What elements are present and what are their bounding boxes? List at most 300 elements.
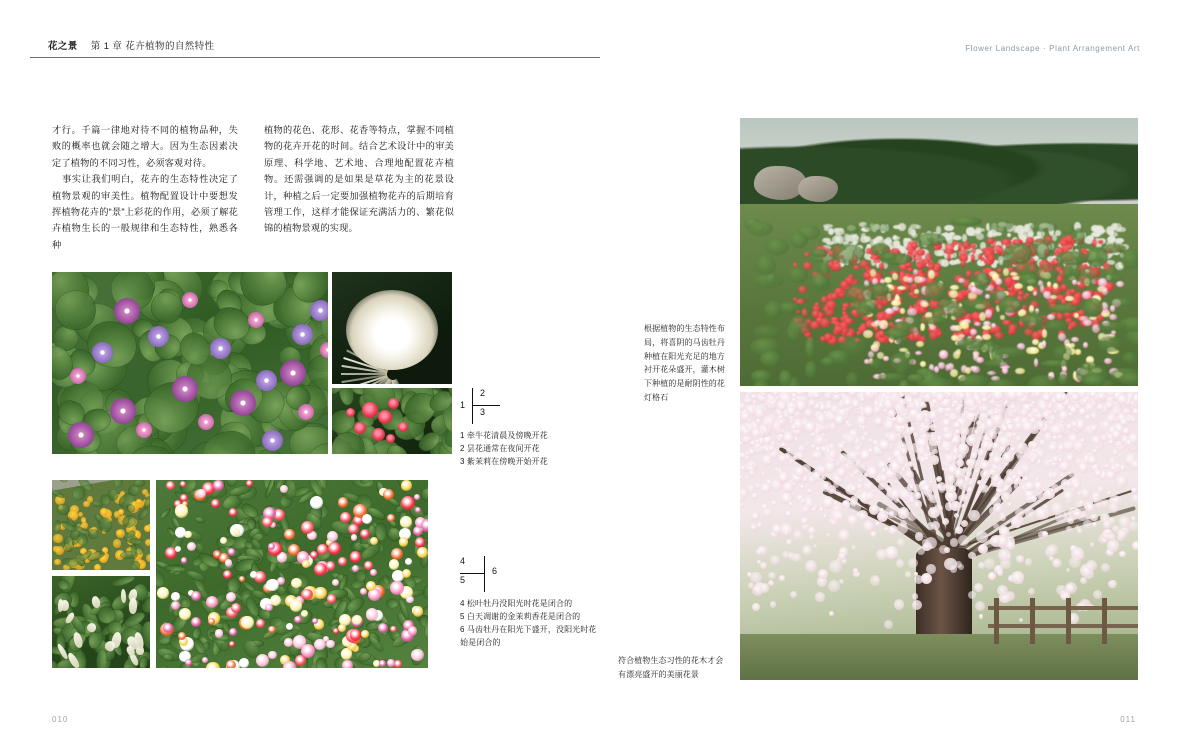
cherry-blossom <box>1042 531 1048 537</box>
cherry-blossom <box>1096 485 1105 494</box>
cherry-blossom <box>1072 481 1081 490</box>
cherry-blossom <box>1050 424 1062 436</box>
cherry-blossom <box>897 538 906 547</box>
foliage-clump <box>819 261 830 277</box>
portulaca-flower <box>226 592 236 602</box>
foliage-clump <box>1119 373 1138 385</box>
four-oclock-flower <box>388 398 399 409</box>
cherry-blossom <box>870 575 881 586</box>
cherry-blossom <box>992 392 1004 401</box>
foliage-clump <box>1062 266 1073 279</box>
foliage-clump <box>996 347 1027 358</box>
yellow-flower-mass <box>953 351 960 359</box>
cherry-blossom <box>988 430 997 439</box>
red-flower-mass <box>971 254 975 262</box>
cherry-blossom <box>762 507 773 518</box>
portulaca-flower <box>197 489 206 498</box>
yellow-flower-mass <box>1050 295 1056 299</box>
cherry-blossom <box>1016 555 1023 562</box>
cherry-blossom <box>823 514 827 518</box>
cherry-blossom <box>1092 448 1098 454</box>
red-flower-mass <box>997 268 1002 273</box>
morning-glory-flower <box>310 300 328 321</box>
cherry-blossom <box>815 592 825 602</box>
cherry-blossom <box>924 456 930 462</box>
portulaca-flower <box>366 608 379 621</box>
foliage-clump <box>1003 243 1032 264</box>
cherry-blossom <box>982 485 988 491</box>
cherry-blossom <box>954 513 959 518</box>
cherry-blossom <box>812 450 823 461</box>
portulaca-flower <box>364 561 373 570</box>
white-bud <box>60 600 69 611</box>
yellow-flower-mass <box>897 286 907 290</box>
cherry-blossom <box>918 427 926 435</box>
cherry-blossom <box>1069 556 1081 568</box>
portulaca-flower <box>268 651 277 660</box>
pink-flower-mass <box>945 364 950 371</box>
portulaca-flower <box>283 661 296 668</box>
four-oclock-flower <box>398 422 408 432</box>
cherry-blossom <box>834 414 845 425</box>
pink-flower-mass <box>1062 366 1067 373</box>
cherry-blossom <box>1108 580 1116 588</box>
foliage-clump <box>1053 345 1071 361</box>
foliage-clump <box>1098 322 1127 331</box>
portulaca-flower <box>291 578 301 588</box>
portulaca-flower <box>317 544 328 555</box>
cherry-blossom <box>897 523 908 534</box>
yellow-flower <box>146 554 150 563</box>
cherry-blossom <box>821 481 832 492</box>
portulaca-flower <box>202 657 208 663</box>
fence-rail <box>988 606 1138 610</box>
yellow-flower-mass <box>870 269 876 277</box>
yellow-flower-mass <box>1053 283 1059 289</box>
morning-glory-flower <box>136 422 152 438</box>
caption-flower-bed <box>644 322 730 405</box>
foliage-clump <box>938 299 955 312</box>
cherry-blossom <box>1128 521 1138 532</box>
cherry-blossom <box>846 456 855 465</box>
caption-line: 符合植物生态习性的花木才会有漂亮盛开的美丽花景 <box>618 656 724 679</box>
cherry-blossom <box>814 393 819 398</box>
cherry-blossom <box>1035 477 1040 482</box>
cherry-blossom <box>826 413 830 417</box>
portulaca-flower <box>401 480 412 491</box>
cherry-blossom <box>1025 558 1032 565</box>
pink-flower-mass <box>970 329 976 334</box>
caption-upper-group <box>460 430 592 469</box>
cherry-blossom <box>984 418 995 429</box>
foliage-clump <box>984 340 995 354</box>
cherry-blossom <box>1108 502 1119 513</box>
photo-portulaca-bed <box>156 480 428 668</box>
portulaca-flower <box>401 496 415 510</box>
cherry-blossom <box>816 414 826 424</box>
cherry-blossom <box>1065 453 1074 462</box>
cherry-blossom <box>1067 517 1074 524</box>
morning-glory-flower <box>262 430 283 451</box>
cherry-blossom <box>1108 439 1114 445</box>
cherry-blossom <box>968 591 976 599</box>
yellow-flower-mass <box>928 270 935 278</box>
yellow-flower-mass <box>1074 313 1078 319</box>
portulaca-flower <box>181 557 188 564</box>
caption-line: 2 昙花通常在夜间开花 <box>460 443 540 453</box>
white-flower-mass <box>1117 227 1126 232</box>
portulaca-flower <box>310 496 323 509</box>
red-flower-mass <box>1057 275 1062 284</box>
morning-glory-flower <box>256 370 277 391</box>
figure-number: 2 <box>480 388 486 398</box>
cereus-flower <box>346 290 438 370</box>
book-title: 花之景 <box>48 41 78 52</box>
cherry-blossom <box>752 603 760 611</box>
foliage-clump <box>998 297 1023 312</box>
cherry-blossom <box>857 478 863 484</box>
yellow-flower-mass <box>1029 347 1039 354</box>
caption-line: 3 紫茉莉在傍晚开始开花 <box>460 456 548 466</box>
portulaca-flower <box>379 660 386 667</box>
cherry-blossom <box>984 558 995 569</box>
portulaca-flower <box>326 640 334 648</box>
cherry-blossom <box>756 549 762 555</box>
yellow-flower-mass <box>950 369 958 377</box>
fence-post <box>1102 598 1107 644</box>
divider <box>472 405 500 406</box>
cherry-blossom <box>851 399 860 408</box>
foliage-clump <box>1120 249 1138 270</box>
white-flower-mass <box>1107 236 1116 243</box>
portulaca-flower <box>175 546 181 552</box>
foliage-clump <box>1030 222 1058 232</box>
cherry-blossom <box>747 572 752 577</box>
portulaca-flower <box>302 560 310 568</box>
cherry-blossom <box>761 454 773 466</box>
cherry-blossom <box>839 579 844 584</box>
white-flower-mass <box>910 224 919 229</box>
cherry-blossom <box>752 585 763 596</box>
portulaca-flower <box>314 587 326 599</box>
divider <box>460 573 484 574</box>
portulaca-flower <box>352 565 359 572</box>
caption-line: 根据植物的生态特性布局，将喜阴的马齿牡丹种植在阳光充足的地方衬开花朵盛开，灌木树下种植的是耐阴性的花灯格石 <box>644 324 725 402</box>
portulaca-flower <box>268 543 275 550</box>
cherry-blossom <box>761 472 766 477</box>
cherry-blossom <box>771 500 777 506</box>
leaf <box>130 544 136 556</box>
yellow-flower <box>53 534 63 544</box>
red-flower-mass <box>804 252 811 257</box>
foliage-clump <box>983 360 1007 367</box>
cherry-blossom <box>805 560 817 572</box>
cherry-blossom <box>794 437 798 441</box>
cherry-blossom <box>1071 393 1079 401</box>
cherry-blossom <box>762 415 775 428</box>
red-flower-mass <box>879 330 884 338</box>
morning-glory-flower <box>68 422 94 448</box>
morning-glory-flower <box>70 368 86 384</box>
morning-glory-flower <box>198 414 214 430</box>
portulaca-flower <box>421 519 428 532</box>
portulaca-flower <box>370 569 377 576</box>
cherry-blossom <box>845 407 851 413</box>
cherry-blossom <box>1111 430 1121 440</box>
red-flower-mass <box>812 310 820 318</box>
fence-rail <box>988 624 1138 628</box>
portulaca-flower <box>370 537 378 545</box>
foliage-clump <box>832 244 864 264</box>
cherry-blossom <box>1094 469 1102 477</box>
portulaca-flower <box>262 517 273 528</box>
cherry-blossom <box>818 569 828 579</box>
foliage-clump <box>760 351 781 367</box>
portulaca-flower <box>399 537 408 546</box>
portulaca-flower <box>250 571 257 578</box>
red-flower-mass <box>987 238 994 245</box>
cherry-blossom <box>895 454 906 465</box>
portulaca-flower <box>187 542 196 551</box>
running-head-left <box>48 38 214 52</box>
cherry-blossom <box>991 473 1001 483</box>
pink-flower-mass <box>917 277 925 281</box>
pink-flower-mass <box>864 359 870 364</box>
figure-number: 4 <box>460 556 466 566</box>
four-oclock-flower <box>386 434 395 443</box>
cherry-blossom <box>1023 476 1029 482</box>
divider <box>472 388 473 424</box>
foliage-clump <box>764 301 782 319</box>
body-column-right <box>264 122 454 237</box>
cherry-blossom <box>1093 496 1099 502</box>
cherry-blossom <box>1012 432 1017 437</box>
yellow-flower <box>100 508 108 516</box>
foliage-clump <box>1035 264 1057 282</box>
foliage-clump <box>1022 311 1047 331</box>
cherry-blossom <box>869 504 880 515</box>
yellow-flower <box>83 501 89 507</box>
portulaca-flower <box>171 592 180 601</box>
cherry-blossom <box>898 507 910 519</box>
cherry-blossom <box>1010 403 1017 410</box>
morning-glory-flower <box>114 298 140 324</box>
red-flower-mass <box>908 249 913 255</box>
cherry-blossom <box>1090 514 1098 522</box>
cherry-blossom <box>863 520 874 531</box>
yellow-flower-mass <box>950 285 959 290</box>
morning-glory-flower <box>298 404 314 420</box>
red-flower-mass <box>1070 289 1076 293</box>
portulaca-flower <box>338 497 349 508</box>
paragraph: 事实让我们明白，花卉的生态特性决定了植物景观的审美性。植物配置设计中要想发挥植物花卉的“景”上彩花的作用，必须了解花卉植物生长的一般规律和生态特性，熟悉各种 <box>52 174 238 250</box>
four-oclock-flower <box>372 428 385 441</box>
cherry-blossom <box>838 552 846 560</box>
cherry-blossom <box>961 520 968 527</box>
cherry-blossom <box>808 402 813 407</box>
figure-number: 6 <box>492 566 498 576</box>
foliage-clump <box>805 338 816 358</box>
fence-post <box>994 598 999 644</box>
portulaca-flower <box>366 581 376 591</box>
cherry-blossom <box>894 599 904 609</box>
cherry-blossom <box>916 446 926 456</box>
cherry-blossom <box>974 469 979 474</box>
yellow-flower-mass <box>900 308 906 314</box>
cherry-blossom <box>1011 571 1024 584</box>
cherry-blossom <box>802 505 810 513</box>
foliage-clump <box>918 317 949 325</box>
paragraph: 植物的花色、花形、花香等特点，掌握不同植物的花卉开花的时间。结合艺术设计中的审美原理、科学地、艺术地、合理地配置花卉植物。还需强调的是如果是草花为主的花景设计，种植之后一定要加强植物花卉的后期培育管理工作，这样才能保证充满活力的、繁花似锦的植物景观的实现。 <box>264 125 454 234</box>
cherry-blossom <box>997 585 1008 596</box>
morning-glory-flower <box>230 390 256 416</box>
cherry-blossom <box>975 601 985 611</box>
white-flower-mass <box>833 228 838 233</box>
pink-flower-mass <box>913 269 918 275</box>
figure-number-key-upper <box>460 388 512 428</box>
portulaca-flower <box>180 481 186 487</box>
cherry-blossom <box>1130 459 1138 469</box>
cherry-blossom <box>925 432 937 444</box>
cherry-blossom <box>1085 503 1095 513</box>
cherry-blossom <box>928 410 938 420</box>
foliage-clump <box>755 255 775 275</box>
foliage-clump <box>881 252 897 261</box>
portulaca-flower <box>348 524 359 535</box>
portulaca-flower <box>294 616 302 624</box>
cherry-blossom <box>893 402 906 415</box>
cherry-blossom <box>790 591 797 598</box>
foliage-clump <box>790 232 808 248</box>
cherry-blossom <box>1077 491 1082 496</box>
yellow-flower <box>94 564 101 570</box>
white-flower-mass <box>824 226 829 231</box>
cherry-blossom <box>793 530 803 540</box>
foliage-clump <box>1044 320 1069 332</box>
yellow-flower-mass <box>1003 268 1009 276</box>
yellow-flower-mass <box>992 273 999 282</box>
morning-glory-flower <box>248 312 264 328</box>
cherry-blossom <box>1126 417 1131 422</box>
white-flower-mass <box>823 238 831 242</box>
portulaca-flower <box>229 508 238 517</box>
cherry-blossom <box>1074 403 1081 410</box>
red-flower-mass <box>798 286 806 293</box>
portulaca-flower <box>301 610 308 617</box>
portulaca-flower <box>342 660 352 668</box>
portulaca-flower <box>265 604 273 612</box>
red-flower-mass <box>929 331 938 340</box>
cherry-blossom <box>802 545 812 555</box>
cherry-blossom <box>914 412 925 423</box>
white-flower-mass <box>1007 233 1011 237</box>
white-flower-mass <box>966 227 976 235</box>
red-flower-mass <box>966 270 971 278</box>
cherry-blossom <box>813 435 825 447</box>
photo-white-bud-plant <box>52 576 150 668</box>
cherry-blossom <box>788 501 794 507</box>
cherry-blossom <box>970 459 980 469</box>
portulaca-flower <box>415 507 421 513</box>
folio-right: 011 <box>1120 715 1136 724</box>
cherry-blossom <box>782 481 794 493</box>
portulaca-flower <box>213 480 223 490</box>
foliage-clump <box>872 283 889 296</box>
yellow-flower-mass <box>920 323 925 331</box>
four-oclock-flower <box>362 402 378 418</box>
yellow-flower <box>55 546 64 555</box>
cherry-blossom <box>1090 542 1095 547</box>
cherry-blossom <box>781 442 786 447</box>
portulaca-flower <box>226 660 236 668</box>
portulaca-flower <box>290 599 302 611</box>
red-flower-mass <box>810 321 820 330</box>
foliage-clump <box>925 281 947 301</box>
foliage-clump <box>950 217 982 226</box>
caption-line: 1 牵牛花清晨及傍晚开花 <box>460 431 548 440</box>
foliage-clump <box>1086 247 1107 267</box>
four-oclock-flower <box>346 408 355 417</box>
red-flower-mass <box>998 246 1003 254</box>
cherry-blossom <box>1047 443 1058 454</box>
red-flower-mass <box>961 259 965 269</box>
cherry-blossom <box>1016 450 1023 457</box>
cherry-blossom <box>999 512 1006 519</box>
red-flower-mass <box>944 249 955 254</box>
foliage-clump <box>765 238 789 255</box>
portulaca-flower <box>284 638 292 646</box>
photo-flower-bed-landscape <box>740 118 1138 386</box>
pink-flower-mass <box>907 277 914 283</box>
photo-yellow-flower-shrub <box>52 480 150 570</box>
fence-post <box>1066 598 1071 644</box>
cherry-blossom <box>1007 502 1012 507</box>
cherry-blossom <box>1100 434 1107 441</box>
divider <box>484 556 485 592</box>
red-flower-mass <box>1025 293 1031 297</box>
cherry-blossom <box>800 484 805 489</box>
cherry-blossom <box>1015 508 1024 517</box>
foliage-clump <box>789 315 809 335</box>
portulaca-flower <box>406 596 414 604</box>
cherry-blossom <box>779 575 784 580</box>
cherry-blossom <box>1035 507 1047 519</box>
cherry-blossom <box>1066 526 1072 532</box>
portulaca-flower <box>389 559 399 569</box>
cherry-blossom <box>1020 408 1029 417</box>
cherry-blossom <box>945 446 952 453</box>
portulaca-flower <box>352 615 362 625</box>
cherry-blossom <box>819 507 824 512</box>
foliage-clump <box>1098 336 1123 352</box>
portulaca-flower <box>417 547 428 559</box>
pink-flower-mass <box>1047 314 1055 320</box>
cherry-blossom <box>953 415 958 420</box>
four-oclock-flower <box>378 410 392 424</box>
red-flower-mass <box>820 318 830 328</box>
cherry-blossom <box>768 444 776 452</box>
folio-left: 010 <box>52 715 69 724</box>
wooden-fence <box>988 598 1138 644</box>
portulaca-flower <box>326 561 336 571</box>
portulaca-flower <box>411 649 424 662</box>
pink-flower-mass <box>1043 291 1050 299</box>
cherry-blossom <box>792 553 801 562</box>
cherry-blossom <box>955 429 961 435</box>
cherry-blossom <box>778 471 789 482</box>
foliage-clump <box>974 272 990 290</box>
foliage-clump <box>779 370 792 386</box>
